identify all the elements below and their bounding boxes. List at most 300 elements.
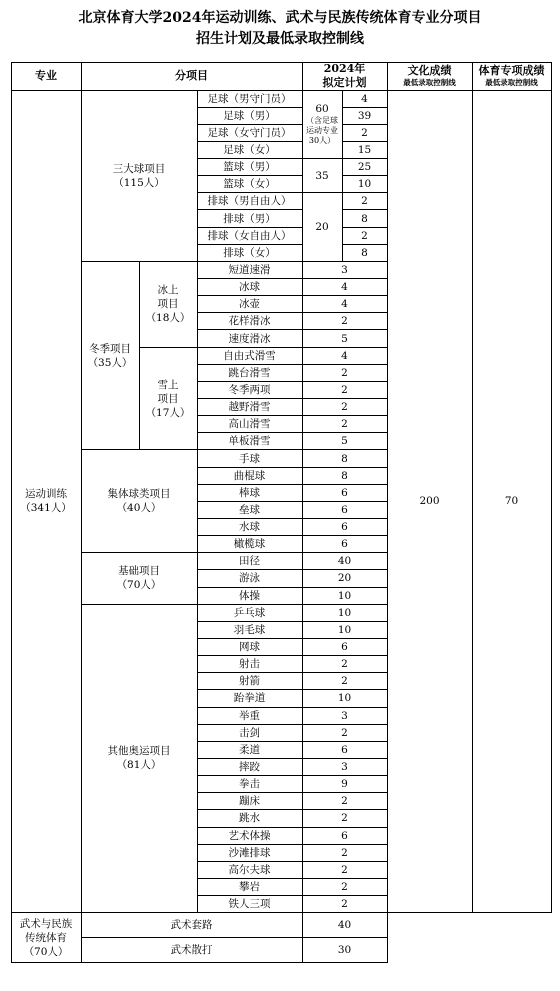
item-name-text: 艺术体操 [228,829,271,842]
item-plan-value: 6 [341,641,348,654]
item-name-text: 举重 [239,709,260,722]
item-name [197,296,302,313]
item-name [197,896,302,913]
item-name [197,690,302,707]
table-rule [81,62,82,963]
table-rule [387,62,388,963]
table-rule [197,107,302,108]
table-rule [197,707,387,708]
item-name-text: 单板滑雪 [228,435,271,448]
item-plan-value: 8 [341,452,348,465]
item-name-text: 击剑 [239,726,260,739]
item-name-text: 花样滑冰 [228,315,271,328]
item-name [197,124,302,141]
item-name [197,364,302,381]
header-major [11,62,81,90]
table-rule [342,141,387,142]
table-rule [342,175,387,176]
table-rule [342,158,387,159]
item-name-text: 排球（男） [223,212,276,225]
item-plan [302,450,387,467]
item-plan [342,141,387,158]
item-plan-value: 2 [341,315,348,328]
table-rule [197,587,387,588]
item-plan-value: 2 [341,383,348,396]
table-rule [197,518,387,519]
cell-text [108,744,171,772]
sport-score-value: 70 [504,495,519,508]
header-culture [387,62,472,90]
item-plan-value: 10 [357,178,372,191]
item-plan-value: 39 [357,109,372,122]
item-name [197,90,302,107]
item-name-text: 橄榄球 [233,538,266,551]
item-plan [302,501,387,518]
table-rule [197,124,302,125]
item-name [197,707,302,724]
wushu-item-name [81,913,302,938]
item-plan-value: 5 [341,435,348,448]
cell-text [146,283,191,325]
wushu-item-name [81,938,302,963]
item-plan [342,90,387,107]
item-plan-value: 2 [361,229,368,242]
item-plan [302,313,387,330]
item-plan-value: 3 [341,761,348,774]
major-training-name: 运动训练 [24,488,67,501]
item-plan [302,587,387,604]
table-rule [302,158,342,159]
item-plan-value: 10 [337,623,352,636]
item-name-text: 体操 [239,589,260,602]
item-name-text: 越野滑雪 [228,401,271,414]
group-snow-line1: 雪上 [157,378,179,391]
item-plan-value: 6 [341,521,348,534]
item-plan [302,690,387,707]
table-rule [197,827,387,828]
culture-score-cell [387,90,472,913]
item-plan [302,381,387,398]
item-plan [302,536,387,553]
group-winter-count: （35人） [87,356,133,369]
group-snow [139,347,197,450]
item-plan-value: 2 [361,126,368,139]
item-name-text: 冰壶 [239,298,260,311]
item-plan [302,776,387,793]
item-plan-value: 2 [341,658,348,671]
subtotal-volleyball [302,193,342,262]
table-rule [197,244,302,245]
item-name [197,330,302,347]
item-name-text: 足球（男守门员） [207,92,292,105]
subtotal-football-value: 60 [315,103,329,116]
table-rule [197,621,387,622]
item-name-text: 排球（女） [223,246,276,259]
cell-text [323,62,367,90]
table-rule [11,962,387,963]
item-name-text: 高山滑雪 [228,418,271,431]
table-rule [197,484,387,485]
item-plan-value: 6 [341,486,348,499]
item-name [197,467,302,484]
item-name [197,621,302,638]
table-rule [197,569,387,570]
cell-text [146,378,191,420]
table-rule [11,62,12,963]
table-rule [11,912,387,913]
item-name [197,279,302,296]
item-plan-value: 40 [337,555,352,568]
cell-text [403,64,456,88]
item-plan-value: 4 [341,281,348,294]
group-olympic [81,604,197,913]
item-plan-value: 2 [341,898,348,911]
table-rule [197,672,387,673]
item-name [197,141,302,158]
header-culture-label: 文化成绩 [407,64,452,77]
major-training-count: （341人） [20,502,72,515]
item-plan-value: 2 [341,863,348,876]
item-name [197,176,302,193]
item-name-text: 短道速滑 [228,263,271,276]
item-plan [302,878,387,895]
subtotal-basketball [302,159,342,193]
wushu-item-plan-value: 30 [337,944,352,957]
table-rule [197,467,387,468]
item-name-text: 跳水 [239,812,260,825]
table-rule [342,107,387,108]
item-name-text: 速度滑冰 [228,332,271,345]
item-name [197,433,302,450]
group-winter-name: 冬季项目 [89,342,131,355]
group-ice-count: （18人） [145,312,191,325]
item-plan [342,176,387,193]
item-name [197,347,302,364]
item-name [197,673,302,690]
wushu-item-plan [302,913,387,938]
item-name [197,724,302,741]
cell-text [306,102,338,146]
item-name-text: 网球 [239,641,260,654]
item-plan [302,570,387,587]
item-plan [302,553,387,570]
table-rule [302,90,303,963]
subtotal-football-note-3: 30人） [308,136,336,146]
group-olympic-count: （81人） [116,759,162,772]
item-plan [342,193,387,210]
item-plan-value: 6 [341,538,348,551]
item-name [197,878,302,895]
item-name-text: 铁人三项 [228,898,271,911]
table-rule [197,604,387,605]
item-plan-value: 4 [341,298,348,311]
table-rule [197,192,302,193]
item-name-text: 自由式滑雪 [223,349,276,362]
item-name-text: 游泳 [239,572,260,585]
item-plan [302,810,387,827]
item-plan [342,159,387,176]
table-rule [139,261,140,450]
item-name [197,861,302,878]
item-plan [342,107,387,124]
item-name-text: 高尔夫球 [228,863,271,876]
group-ice-line2: 项目 [157,298,179,311]
item-plan [302,279,387,296]
item-plan-value: 25 [357,161,372,174]
item-name [197,159,302,176]
item-name-text: 棒球 [239,486,260,499]
major-wushu-line2: 传统体育 [25,931,67,944]
group-olympic-name: 其他奥运项目 [107,745,171,758]
item-name [197,553,302,570]
item-name [197,244,302,261]
table-rule [197,689,387,690]
header-sub-item-label: 分项目 [175,69,208,82]
table-rule [197,432,387,433]
header-plan-label: 拟定计划 [322,76,367,89]
group-team-ball-name: 集体球类项目 [107,488,171,501]
item-plan [302,656,387,673]
item-plan [302,416,387,433]
major-wushu-line1: 武术与民族 [19,917,73,930]
item-plan [302,793,387,810]
item-plan [302,399,387,416]
item-name-text: 沙滩排球 [228,846,271,859]
item-plan-value: 2 [341,366,348,379]
item-name-text: 攀岩 [239,881,260,893]
table-rule [11,90,551,91]
table-rule [197,792,387,793]
item-name [197,758,302,775]
item-name [197,638,302,655]
table-rule [197,741,387,742]
sport-score-cell [472,90,551,913]
item-name-text: 冰球 [239,281,260,294]
item-name-text: 足球（女守门员） [207,126,292,139]
item-plan [302,827,387,844]
item-plan-value: 3 [341,709,348,722]
table-rule [197,209,302,210]
group-snow-line2: 项目 [157,392,179,405]
item-plan-value: 2 [341,401,348,414]
item-plan [302,707,387,724]
group-three-ball-count: （115人） [113,176,165,189]
item-name [197,450,302,467]
cell-text [20,487,72,515]
item-name [197,381,302,398]
group-ice-line1: 冰上 [157,284,179,297]
item-name [197,210,302,227]
group-basic-count: （70人） [116,579,162,592]
subtotal-volleyball-value: 20 [315,221,329,234]
table-rule [197,141,302,142]
item-plan [302,296,387,313]
title-line-2: 招生计划及最低录取控制线 [196,31,364,47]
item-plan-value: 10 [337,589,352,602]
group-team-ball [81,450,197,553]
cell-text [108,487,171,515]
item-plan [342,227,387,244]
item-name [197,501,302,518]
wushu-item-name-text: 武术散打 [170,944,213,957]
item-name-text: 柔道 [239,743,260,756]
item-plan-value: 6 [341,743,348,756]
table-rule [197,347,387,348]
item-plan-value: 2 [341,812,348,825]
table-rule [302,192,342,193]
item-plan-value: 6 [341,829,348,842]
table-rule [197,158,302,159]
major-wushu-count: （70人） [23,945,69,958]
item-plan [302,604,387,621]
table-rule [197,364,387,365]
table-rule [197,552,387,553]
table-rule [197,329,387,330]
item-plan-value: 2 [341,881,348,893]
table-rule [197,381,387,382]
item-name-text: 田径 [239,555,260,568]
item-plan [302,364,387,381]
item-name [197,810,302,827]
item-plan-value: 8 [341,469,348,482]
cell-text [113,162,166,190]
cell-text [88,342,133,370]
item-name-text: 冬季两项 [228,383,271,396]
cell-text [117,564,162,592]
subtotal-basketball-value: 35 [315,169,329,182]
header-plan-year: 2024年 [323,62,366,75]
title-line-1: 北京体育大学2024年运动训练、武术与民族传统体育专业分项目 [78,10,482,26]
item-plan-value: 3 [341,263,348,276]
item-plan-value: 15 [357,143,372,156]
table-rule [197,655,387,656]
table-rule [81,937,387,938]
table-rule [197,449,387,450]
item-plan-value: 5 [341,332,348,345]
table-rule [197,175,302,176]
item-plan-value: 2 [341,795,348,808]
item-plan [342,210,387,227]
table-rule [342,192,387,193]
group-winter [81,261,139,450]
item-name [197,570,302,587]
table-rule [197,861,387,862]
item-name [197,193,302,210]
header-sport-sub: 最低录取控制线 [485,78,538,87]
table-rule [197,295,387,296]
group-three-ball-name: 三大球项目 [112,162,166,175]
table-rule [551,62,552,913]
item-plan-value: 2 [341,675,348,688]
group-basic [81,553,197,604]
item-plan-value: 8 [361,212,368,225]
subtotal-football [302,90,342,159]
item-name-text: 羽毛球 [233,623,266,636]
item-plan-value: 9 [341,778,348,791]
item-plan [302,724,387,741]
item-name-text: 摔跤 [239,761,260,774]
item-plan [302,758,387,775]
item-name [197,227,302,244]
header-culture-sub: 最低录取控制线 [403,78,456,87]
item-name-text: 篮球（男） [223,161,276,174]
item-name-text: 蹦床 [239,795,260,808]
wushu-item-name-text: 武术套路 [170,919,213,932]
table-rule [197,227,302,228]
table-rule [197,278,387,279]
item-plan [302,330,387,347]
item-plan-value: 10 [337,692,352,705]
wushu-item-plan [302,938,387,963]
item-name [197,536,302,553]
item-name [197,107,302,124]
group-basic-name: 基础项目 [118,565,160,578]
item-name [197,604,302,621]
item-name [197,416,302,433]
item-plan [342,124,387,141]
table-rule [197,415,387,416]
item-name-text: 射击 [239,658,260,671]
table-rule [197,261,387,262]
table-rule [197,775,387,776]
table-rule [197,398,387,399]
item-plan-value: 2 [341,846,348,859]
table-rule [197,312,387,313]
table-rule [197,844,387,845]
table-rule [302,62,303,90]
item-plan-value: 2 [341,726,348,739]
table-rule [197,501,387,502]
group-ice [139,261,197,347]
item-plan-value: 20 [337,572,352,585]
group-three-ball [81,90,197,261]
enrollment-table [11,62,551,985]
item-name [197,261,302,278]
item-name-text: 垒球 [239,503,260,516]
table-rule [197,895,387,896]
item-plan-value: 2 [361,195,368,208]
item-name-text: 拳击 [239,778,260,791]
item-plan [302,844,387,861]
header-sport-label: 体育专项成绩 [478,64,545,77]
item-name-text: 足球（女） [223,143,276,156]
wushu-item-plan-value: 40 [337,919,352,932]
item-plan [302,433,387,450]
item-name [197,741,302,758]
item-name-text: 水球 [239,521,260,534]
item-name [197,827,302,844]
item-name [197,793,302,810]
item-plan [302,741,387,758]
item-name-text: 手球 [239,452,260,465]
group-team-ball-count: （40人） [116,502,162,515]
subtotal-football-note-1: （含足球 [306,116,338,126]
item-name [197,313,302,330]
item-plan [302,347,387,364]
table-rule [342,227,387,228]
item-plan [302,519,387,536]
table-rule [342,209,387,210]
item-plan [302,261,387,278]
item-name-text: 曲棍球 [233,469,266,482]
item-name [197,844,302,861]
header-sport [472,62,551,90]
item-name [197,519,302,536]
item-plan-value: 10 [337,606,352,619]
item-name-text: 跆拳道 [233,692,266,705]
table-rule [197,758,387,759]
item-plan [302,467,387,484]
